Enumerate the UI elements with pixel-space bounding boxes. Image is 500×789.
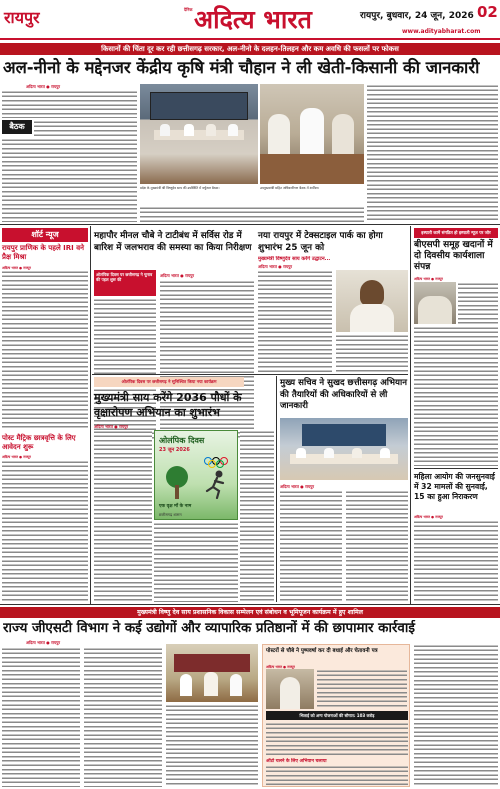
secretary-text-col2 (346, 490, 408, 602)
inset-text-a (317, 669, 407, 709)
textile-text-col2 (336, 334, 408, 372)
page-number: 02 (477, 3, 498, 21)
tree-text-col3 (240, 430, 274, 602)
section-name: रायपुर (4, 10, 40, 27)
inset-text-b (266, 722, 408, 756)
women-headline: महिला आयोग की जनसुनवाई में 32 मामलों की सुनवाई, 15 का हुआ निराकरण (414, 472, 495, 501)
secretary-headline: मुख्य सचिव ने सुखद छत्तीसगढ़ अभियान की तैयारियों की अधिकारियों से ली जानकारी (280, 378, 408, 411)
lead-label: बैठक (2, 120, 32, 134)
inset-title: पोस्टरों से चौबे ने पुष्पवर्षा कर दी बधाई और चेतावनी पत्र (266, 648, 378, 654)
lead-text-col3 (367, 84, 498, 222)
lead-text-col1c (2, 138, 137, 222)
sidebar-item2-title: पोस्ट मैट्रिक छात्रवृत्ति के लिए आवेदन शुरू (2, 434, 76, 451)
bottom-text-col2 (84, 647, 162, 787)
lead-text-col1 (2, 90, 137, 118)
secretary-divider (276, 376, 277, 602)
lead-photo-officials (260, 84, 364, 184)
lead-headline: अल-नीनो के मद्देनजर केंद्रीय कृषि मंत्री चौहान ने ली खेती-किसानी की जानकारी (3, 58, 480, 77)
bsp-kicker: इस्पाती कामें संगठित हो इस्पाती न्यूज़ पर जोर (414, 228, 498, 238)
tree-divider-top (92, 374, 408, 375)
inset-text-c (266, 765, 408, 785)
masthead (0, 0, 500, 40)
tree-text-col1 (94, 430, 152, 602)
bottom-inset (262, 644, 410, 787)
sidebar-item2-byline: अदित्य भारत ● रायपुर (2, 455, 31, 459)
lead-text-bottom (140, 206, 364, 222)
logo-text: अदित्य भारत (194, 5, 312, 34)
sidebar-divider (90, 226, 91, 604)
bottom-byline: अदित्य भारत ● रायपुर (26, 640, 61, 645)
bsp-byline: अदित्य भारत ● रायपुर (414, 277, 443, 281)
sidebar-item1-text (2, 270, 88, 430)
poster-date: 23 जून 2026 (159, 447, 190, 453)
lead-caption-left: प्रदेश के मुख्यमंत्री श्री विष्णुदेव साय की उपस्थिति में वर्चुअल बैठक। (140, 186, 220, 190)
textile-byline: अदित्य भारत ● रायपुर (258, 264, 293, 269)
sidebar-item1-byline: अदित्य भारत ● रायपुर (2, 266, 31, 270)
logo-prefix: दैनिक (184, 7, 193, 12)
poster-foot: छत्तीसगढ़ शासन (159, 512, 182, 517)
runner-icon (201, 469, 231, 499)
inset-sub-head: ऑटो चलने के लिए अभियान चलाया (266, 759, 327, 764)
sidebar-item1-title: रायपुर प्राणिक के पहले IRI वने प्रैक्ष मिश्रा (2, 244, 84, 261)
right-divider (410, 226, 411, 604)
sidebar-item2-text (2, 460, 88, 602)
lead-byline: अदित्य भारत ● रायपुर (26, 84, 61, 89)
bottom-text-col4 (414, 644, 498, 787)
bottom-divider (0, 604, 500, 605)
women-text (414, 520, 498, 602)
secretary-byline: अदित्य भारत ● रायपुर (280, 484, 315, 489)
bottom-text-col3 (166, 704, 258, 787)
bottom-text-col1 (2, 647, 80, 787)
secretary-photo (280, 418, 408, 480)
date-line: रायपुर, बुधवार, 24 जून, 2026 (360, 11, 474, 21)
lead-kicker: किसानों की चिंता दूर कर रही छत्तीसगढ़ सरकार, अल-नीनो के दलहन-तिलहन और कम अवधि की फसलों पर फोकस (0, 43, 500, 55)
inset-sub-box: भिलाई को अन्य योजनाओं की सौगात: 103 करोड़ (266, 711, 408, 720)
women-byline: अदित्य भारत ● रायपुर (414, 515, 443, 519)
textile-photo-cm (336, 270, 408, 332)
inset-byline: अदित्य भारत ● रायपुर (266, 665, 295, 669)
tree-poster (154, 430, 238, 520)
poster-line: एक वृक्ष माँ के नाम (159, 504, 192, 509)
inset-photo (266, 669, 314, 709)
textile-sub: मुख्यमंत्री विष्णुदेव साय करेंगे उद्घाटन... (258, 256, 331, 262)
tree-headline: मुख्यमंत्री साय करेंगे 2036 पौधों के वृक्षारोपण अभियान का शुभारंभ (94, 391, 242, 419)
olympic-rings-icon (203, 453, 235, 465)
lead-caption-right: उपमुख्यमंत्री सहित अधिकारीगण बैठक में शामिल। (260, 186, 320, 190)
secretary-text-col1 (280, 490, 342, 602)
bottom-photo-event (166, 644, 258, 702)
textile-headline: नया रायपुर में टेक्सटाइल पार्क का होगा शुभारंभ 25 जून को (258, 231, 383, 253)
poster-title: ओलंपिक दिवस (159, 436, 205, 445)
lead-text-col1b (34, 120, 137, 138)
bsp-headline: बीएसपी समूह खदानों में दो दिवसीय कार्यशाला संपन्न (414, 240, 493, 272)
bsp-photo (414, 282, 456, 324)
mayor-headline: महापौर मीनल चौबे ने टाटीबंध में सर्विस रोड में बारिश में जलभराव की समस्या का किया निरीक्षण (94, 231, 252, 253)
tree-byline: अदित्य भारत ● रायपुर (94, 424, 129, 429)
website: www.adityabharat.com (402, 28, 481, 35)
divider-lead (0, 224, 500, 225)
mayor-byline: अदित्य भारत ● रायपुर (160, 273, 195, 278)
bottom-headline: राज्य जीएसटी विभाग ने कई उद्योगों और व्यापारिक प्रतिष्ठानों में की छापामार कार्रवाई (3, 621, 415, 636)
bsp-text-col2 (414, 326, 498, 466)
bsp-text-col1 (458, 282, 498, 324)
sidebar-news-header: शॉर्ट न्यूज (2, 228, 88, 242)
bsp-divider (414, 468, 498, 469)
lead-photo-meeting (140, 84, 258, 184)
mayor-callout: ओलंपिक दिवस पर छत्तीसगढ़ ने चुनाव की पहल शुरू की (94, 270, 156, 296)
textile-text-col1 (258, 270, 332, 372)
tree-callout: ओलंपिक दिवस पर छत्तीसगढ़ ने सुनिश्चित किया नया कार्यक्रम (94, 377, 244, 387)
tree-icon (163, 465, 191, 499)
bottom-kicker: मुख्यमंत्री विष्णु देव साय प्रशासनिक विकास सम्मेलन एवं संबोधन व भूमिपूजन कार्यक्रम में हुए शामिल (0, 607, 500, 618)
tree-text-col2 (154, 522, 238, 602)
logo (178, 1, 318, 37)
